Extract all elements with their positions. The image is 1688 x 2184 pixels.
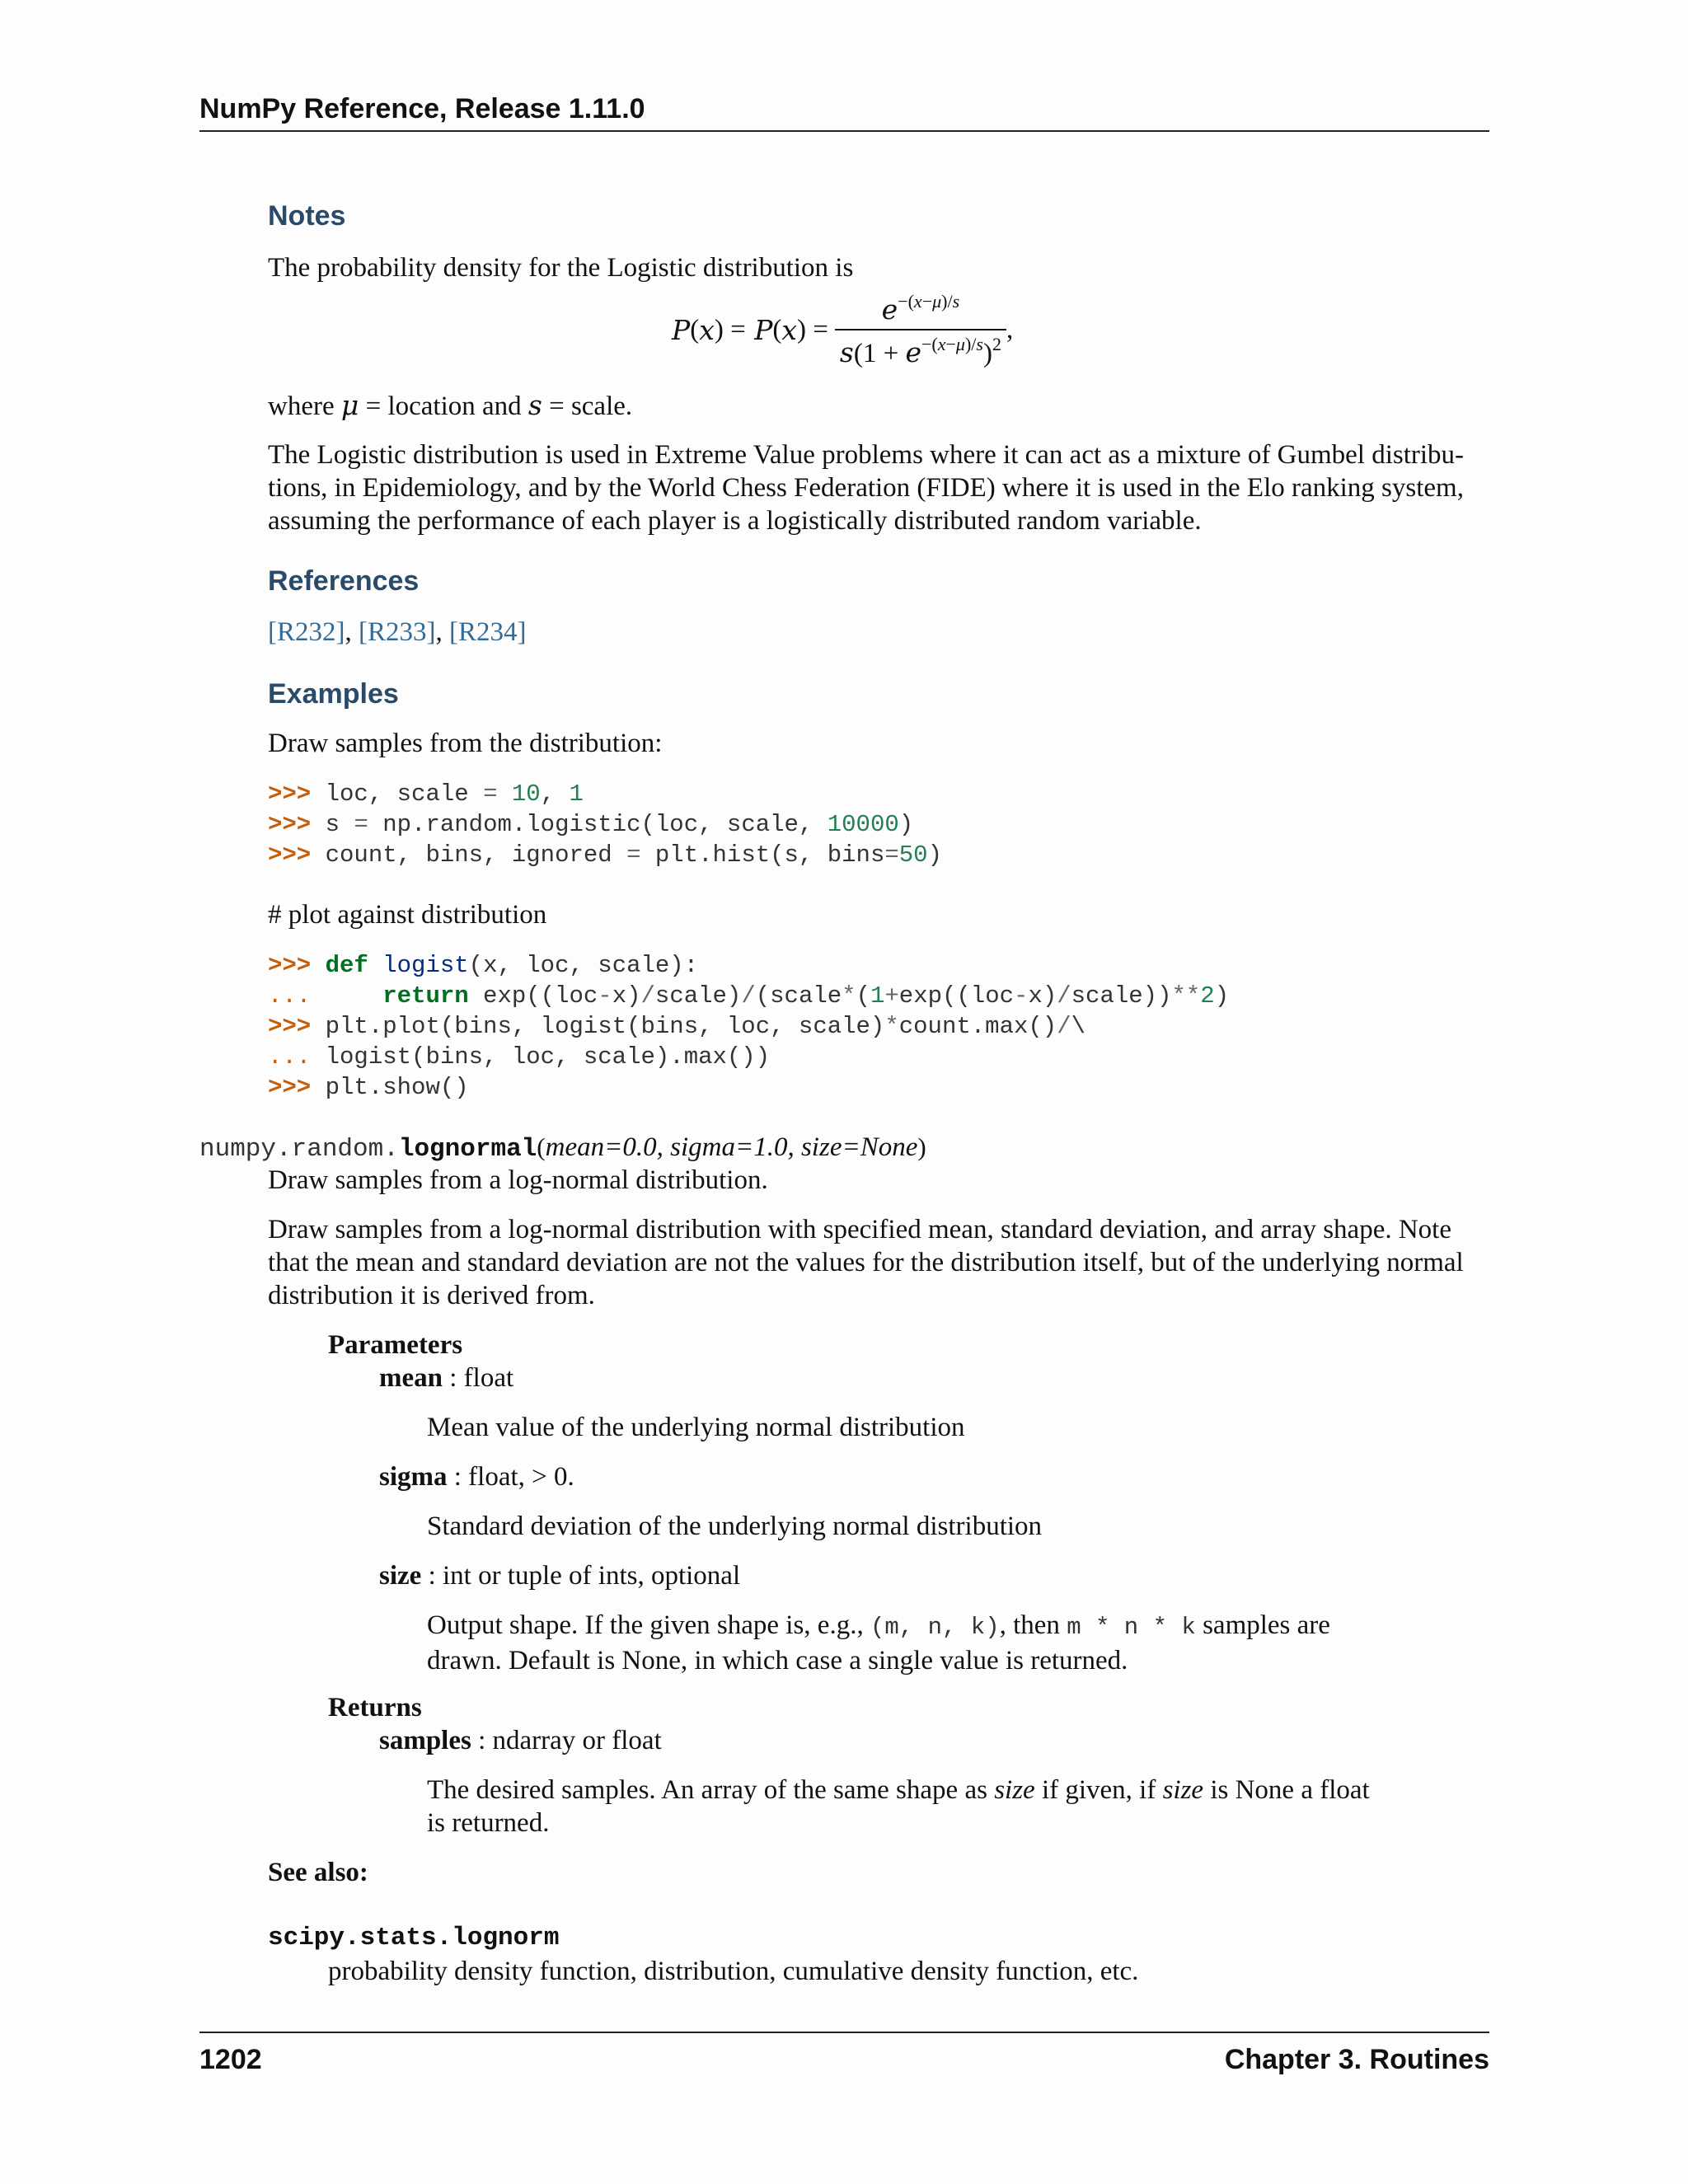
notes-paragraph — [268, 438, 1492, 537]
logistic-pdf-formula: P ( x ) = P ( x ) = $\frac{e^{-(x-\mu)/s}}{s(1 + e^{-(x-\mu)/s})^2}$ , — [672, 290, 1014, 368]
return-desc-text: The desired samples. An array of the same shape as — [427, 1775, 995, 1805]
chapter-title: Chapter 3. Routines — [1224, 2044, 1489, 2075]
page-footer — [199, 2032, 1489, 2076]
param-mean — [379, 1361, 513, 1394]
see-also-link[interactable] — [268, 1922, 559, 1957]
returns-label: Returns — [328, 1693, 422, 1722]
return-desc — [427, 1774, 1424, 1840]
return-name: samples — [379, 1726, 471, 1755]
param-sigma — [379, 1460, 574, 1493]
parameters-label: Parameters — [328, 1330, 463, 1360]
param-size-desc — [427, 1609, 1424, 1677]
param-name: mean — [379, 1363, 443, 1393]
function-signature: numpy.random.lognormal(mean=0.0, sigma=1.0, size=None) — [199, 1132, 926, 1164]
mu-symbol: μ — [340, 389, 359, 421]
size-desc-text: samples are — [1195, 1610, 1330, 1640]
return-desc-italic: size — [1162, 1775, 1204, 1805]
notes-paragraph-line: tions, in Epidemiology, and by the World Chess Federation (FIDE) where it is used in the Elo ranking system, — [268, 473, 1464, 503]
notes-where — [268, 389, 632, 423]
notes-intro: The probability density for the Logistic distribution is — [268, 253, 854, 283]
param-type: : float — [443, 1363, 514, 1393]
references-heading: References — [268, 565, 420, 597]
description-line: that the mean and standard deviation are not the values for the distribution itself, but of the underlying normal — [268, 1248, 1464, 1277]
where-text-2: = location and — [359, 391, 528, 421]
examples-heading: Examples — [268, 678, 399, 710]
size-desc-text: , then — [999, 1610, 1067, 1640]
notes-paragraph-line: assuming the performance of each player is a logistically distributed random variable. — [268, 506, 1202, 536]
return-desc-text: if given, if — [1034, 1775, 1163, 1805]
code-block-1: >>> loc, scale = 10, 1 >>> s = np.random.logistic(loc, scale, 10000) >>> count, bins, ignored = plt.hist(s, bins=50) — [268, 780, 942, 869]
notes-heading: Notes — [268, 200, 346, 232]
return-desc-line2: is returned. — [427, 1808, 550, 1838]
code-block-2: >>> def logist(x, loc, scale): ... return exp((loc-x)/scale)/(scale*(1+exp((loc-x)/scale))**2) >>> plt.plot(bins, logist(bins, loc, scale)*count.max()/\ ... logist(bins, loc, scale).max()) >>> plt.show() — [268, 952, 1230, 1101]
param-type: : int or tuple of ints, optional — [421, 1561, 741, 1591]
reference-separator: , — [435, 617, 449, 647]
return-desc-text: is None a float — [1203, 1775, 1370, 1805]
size-desc-code: m * n * k — [1067, 1614, 1196, 1641]
s-symbol: s — [528, 389, 542, 421]
function-description — [268, 1213, 1492, 1312]
where-text-1: where — [268, 391, 341, 421]
return-type: : ndarray or float — [471, 1726, 662, 1755]
description-line: Draw samples from a log-normal distribution with specified mean, standard deviation, and array shape. Note — [268, 1215, 1451, 1244]
examples-comment: # plot against distribution — [268, 900, 547, 930]
see-also-name[interactable]: scipy.stats.lognorm — [268, 1924, 560, 1952]
param-name: sigma — [379, 1462, 448, 1492]
reference-link-r232[interactable]: [R232] — [268, 617, 345, 647]
page-number: 1202 — [199, 2044, 262, 2075]
notes-paragraph-line: The Logistic distribution is used in Extreme Value problems where it can act as a mixture of Gumbel distribu- — [268, 440, 1465, 470]
see-also-label: See also: — [268, 1858, 368, 1887]
return-samples — [379, 1724, 662, 1757]
reference-link-r233[interactable]: [R233] — [359, 617, 436, 647]
description-line: distribution it is derived from. — [268, 1281, 595, 1310]
return-desc-italic: size — [994, 1775, 1035, 1805]
size-desc-text: Output shape. If the given shape is, e.g., — [427, 1610, 870, 1640]
param-size — [379, 1559, 740, 1592]
where-text-3: = scale. — [542, 391, 633, 421]
running-header: NumPy Reference, Release 1.11.0 — [199, 92, 1489, 132]
examples-intro: Draw samples from the distribution: — [268, 729, 663, 758]
param-mean-desc: Mean value of the underlying normal distribution — [427, 1413, 965, 1442]
reference-link-r234[interactable]: [R234] — [449, 617, 527, 647]
param-sigma-desc: Standard deviation of the underlying normal distribution — [427, 1511, 1043, 1541]
reference-separator: , — [345, 617, 359, 647]
size-desc-line2: drawn. Default is None, in which case a single value is returned. — [427, 1646, 1128, 1675]
signature-params: mean=0.0, sigma=1.0, size=None — [545, 1132, 918, 1162]
signature-prefix: numpy.random. — [199, 1135, 399, 1164]
function-summary: Draw samples from a log-normal distribution. — [268, 1165, 768, 1195]
param-type: : float, > 0. — [447, 1462, 574, 1492]
signature-name: lognormal — [398, 1135, 537, 1164]
references-list — [268, 616, 527, 649]
param-name: size — [379, 1561, 422, 1591]
see-also-desc: probability density function, distribution, cumulative density function, etc. — [328, 1957, 1139, 1986]
size-desc-code: (m, n, k) — [870, 1614, 1000, 1641]
